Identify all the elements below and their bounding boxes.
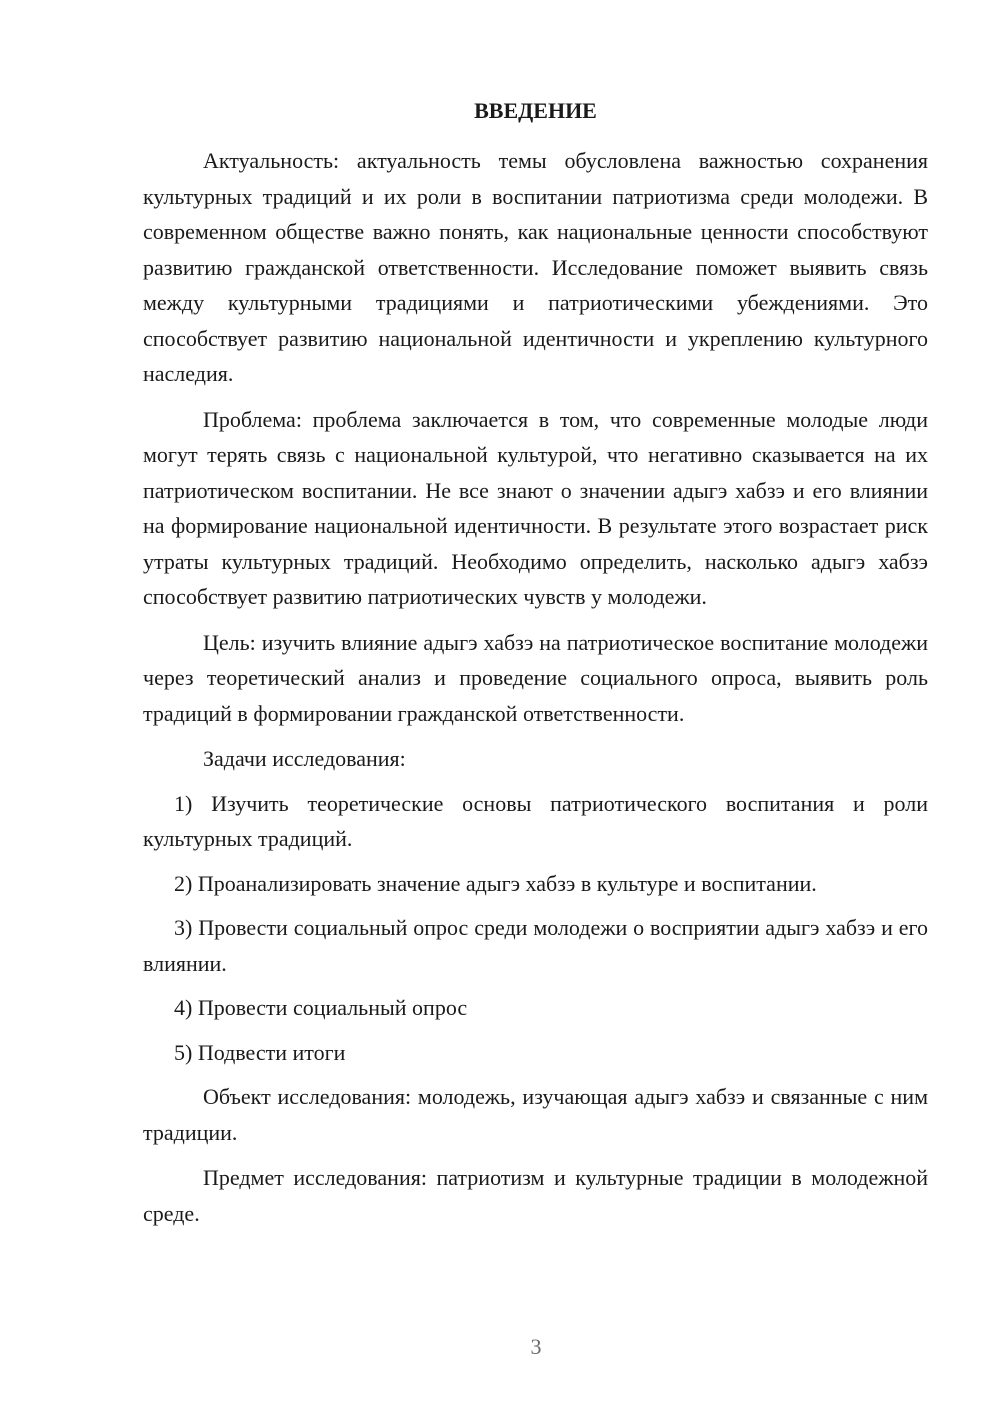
object-paragraph: Объект исследования: молодежь, изучающая адыгэ хабзэ и связанные с ним традиции. [143, 1084, 928, 1145]
task-item: 3) Провести социальный опрос среди молодежи о восприятии адыгэ хабзэ и его влиянии. [143, 915, 928, 976]
page-number: 3 [530, 1334, 542, 1359]
task-item: 1) Изучить теоретические основы патриотического воспитания и роли культурных традиций. [143, 790, 928, 851]
relevance-paragraph: Актуальность: актуальность темы обусловлена важностью сохранения культурных традиций и их роли в воспитании патриотизма среди молодежи. В современном обществе важно понять, как национальные ценности способствуют развитию гражданской ответственности. Исследование поможет выявить связь между культурными традициями и патриотическими убеждениями. Это способствует развитию национальной идентичности и укреплению культурного наследия. [143, 148, 928, 386]
subject-paragraph: Предмет исследования: патриотизм и культурные традиции в молодежной среде. [143, 1165, 928, 1226]
section-heading: ВВЕДЕНИЕ [474, 98, 597, 123]
task-item: 2) Проанализировать значение адыгэ хабзэ в культуре и воспитании. [174, 870, 817, 896]
goal-paragraph: Цель: изучить влияние адыгэ хабзэ на патриотическое воспитание молодежи через теоретический анализ и проведение социального опроса, выявить роль традиций в формировании гражданской ответственности. [143, 629, 928, 726]
task-item: 5) Подвести итоги [174, 1039, 346, 1065]
problem-paragraph: Проблема: проблема заключается в том, что современные молодые люди могут терять связь с национальной культурой, что негативно сказывается на их патриотическом воспитании. Не все знают о значении адыгэ хабзэ и его влиянии на формирование национальной идентичности. В результате этого возрастает риск утраты культурных традиций. Необходимо определить, насколько адыгэ хабзэ способствует развитию патриотических чувств у молодежи. [143, 406, 928, 609]
document-body [143, 143, 928, 1241]
task-item: 4) Провести социальный опрос [174, 995, 468, 1020]
tasks-heading: Задачи исследования: [203, 746, 406, 771]
